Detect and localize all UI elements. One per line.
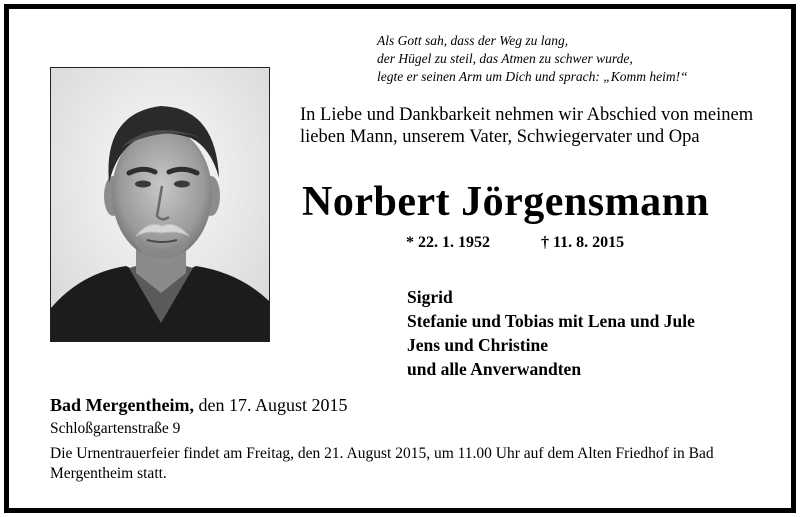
portrait-image	[51, 68, 270, 342]
mourner-line: Sigrid	[407, 287, 453, 307]
birth-date: * 22. 1. 1952	[406, 234, 490, 251]
place-city: Bad Mergentheim,	[50, 395, 194, 415]
verse-line: legte er seinen Arm um Dich und sprach: „Komm heim!“	[377, 69, 688, 84]
verse-line: der Hügel zu steil, das Atmen zu schwer wurde,	[377, 51, 633, 66]
verse-line: Als Gott sah, dass der Weg zu lang,	[377, 33, 569, 48]
address: Schloßgartenstraße 9	[50, 420, 181, 437]
intro-text: In Liebe und Dankbarkeit nehmen wir Abschied von meinem lieben Mann, unserem Vater, Schwiegervater und Opa	[300, 105, 754, 147]
portrait-photo	[50, 67, 270, 342]
death-date: † 11. 8. 2015	[541, 234, 625, 251]
deceased-name: Norbert Jörgensmann	[302, 179, 710, 225]
place-date	[50, 395, 348, 416]
mourner-line: Jens und Christine	[407, 335, 549, 355]
verse	[377, 32, 688, 86]
mourners-list	[407, 285, 695, 381]
mourner-line: Stefanie und Tobias mit Lena und Jule	[407, 311, 695, 331]
place-date-text: den 17. August 2015	[193, 395, 348, 415]
mourner-line: und alle Anverwandten	[407, 359, 582, 379]
funeral-notice: Die Urnentrauerfeier findet am Freitag, den 21. August 2015, um 11.00 Uhr auf dem Alten Friedhof in Bad Mergentheim statt.	[50, 445, 714, 482]
